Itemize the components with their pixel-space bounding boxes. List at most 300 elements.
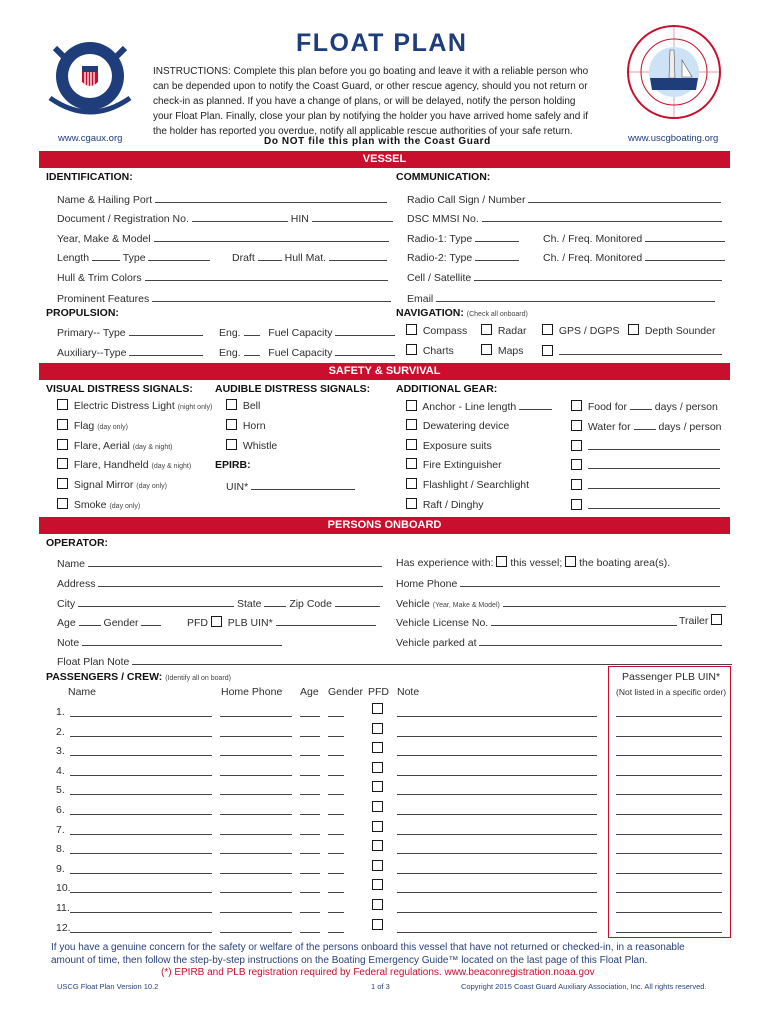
- crew-name-input[interactable]: [70, 745, 212, 756]
- crew-name-input[interactable]: [70, 765, 212, 776]
- parked-label: Vehicle parked at: [396, 637, 477, 649]
- crew-row-number: 6.: [56, 804, 65, 816]
- crew-name-input[interactable]: [70, 922, 212, 933]
- crew-gender-input[interactable]: [328, 882, 344, 893]
- crew-note-input[interactable]: [397, 843, 597, 854]
- ch-freq-label: Ch. / Freq. Monitored: [543, 252, 643, 264]
- crew-pfd-checkbox[interactable]: [372, 781, 383, 792]
- gender-label: Gender: [103, 617, 139, 629]
- crew-note-input[interactable]: [397, 765, 597, 776]
- crew-name-input[interactable]: [70, 726, 212, 737]
- email-field[interactable]: [407, 291, 715, 305]
- col-age-header: Age: [300, 686, 319, 698]
- checkbox[interactable]: [406, 344, 417, 355]
- crew-age-input[interactable]: [300, 765, 320, 776]
- epirb-uin-field[interactable]: [226, 479, 355, 493]
- food-checkbox[interactable]: [571, 399, 718, 413]
- crew-row[interactable]: [0, 726, 770, 742]
- auxiliary-type-field[interactable]: [57, 345, 203, 359]
- crew-gender-input[interactable]: [328, 804, 344, 815]
- audible-item-label: Whistle: [242, 440, 278, 452]
- compass-label: Compass: [422, 325, 468, 337]
- dsc-mmsi-field[interactable]: [407, 211, 722, 225]
- crew-pfd-checkbox[interactable]: [372, 840, 383, 851]
- days-person-label: days / person: [654, 401, 718, 413]
- name-hailing-label: Name & Hailing Port: [57, 194, 153, 206]
- vehicle-license-field[interactable]: [396, 615, 677, 629]
- checkbox[interactable]: [571, 400, 582, 411]
- crew-row[interactable]: [0, 882, 770, 898]
- crew-pfd-checkbox[interactable]: [372, 899, 383, 910]
- crew-phone-input[interactable]: [220, 902, 292, 913]
- crew-note-input[interactable]: [397, 902, 597, 913]
- plb-uin-label: PLB UIN*: [227, 617, 273, 629]
- flag-checkbox[interactable]: [57, 419, 128, 432]
- visual-item-note: (day only): [97, 424, 128, 431]
- crew-name-input[interactable]: [70, 902, 212, 913]
- vessel-section-bar: VESSEL: [39, 151, 730, 168]
- instructions-line: your Float Plan. Finally, close your plan by notifying the holder you have arrived home safely and if: [153, 111, 589, 122]
- crew-note-input[interactable]: [397, 863, 597, 874]
- checkbox[interactable]: [406, 400, 417, 411]
- other-nav-checkbox[interactable]: [542, 344, 722, 358]
- radio2-label: Radio-2: Type: [407, 252, 473, 264]
- water-checkbox[interactable]: [571, 419, 722, 433]
- audible-item-label: Horn: [242, 420, 266, 432]
- eng-label: Eng.: [219, 327, 241, 339]
- checkbox[interactable]: [406, 498, 417, 509]
- this-vessel-label: this vessel;: [510, 557, 563, 569]
- crew-age-input[interactable]: [300, 824, 320, 835]
- col-gender-header: Gender: [328, 686, 364, 698]
- boating-area-label: the boating area(s).: [579, 557, 671, 569]
- radio1-freq-field[interactable]: [543, 231, 725, 245]
- visual-item-note: (day only): [136, 483, 168, 490]
- checkbox[interactable]: [226, 439, 237, 450]
- crew-age-input[interactable]: [300, 882, 320, 893]
- checkbox[interactable]: [211, 616, 222, 627]
- checkbox[interactable]: [711, 614, 722, 625]
- crew-pfd-checkbox[interactable]: [372, 860, 383, 871]
- crew-gender-input[interactable]: [328, 902, 344, 913]
- age-label: Age: [57, 617, 76, 629]
- crew-row-number: 9.: [56, 863, 65, 875]
- hin-label: HIN: [290, 213, 309, 225]
- checkbox[interactable]: [406, 324, 417, 335]
- checkbox[interactable]: [571, 499, 582, 510]
- page-number: 1 of 3: [371, 982, 390, 991]
- maps-label: Maps: [497, 345, 524, 357]
- checkbox[interactable]: [565, 556, 576, 567]
- propulsion-heading: PROPULSION:: [46, 307, 119, 319]
- note-label: Note: [57, 637, 80, 649]
- crew-phone-input[interactable]: [220, 706, 292, 717]
- crew-age-input[interactable]: [300, 706, 320, 717]
- crew-plb-input[interactable]: [616, 902, 722, 913]
- crew-row[interactable]: [0, 843, 770, 859]
- operator-address-field[interactable]: [57, 576, 383, 590]
- city-label: City: [57, 598, 76, 610]
- year-make-model-label: Year, Make & Model: [57, 233, 151, 245]
- crew-gender-input[interactable]: [328, 824, 344, 835]
- flare-aerial-checkbox[interactable]: [57, 439, 172, 452]
- radio1-type-field[interactable]: [407, 231, 519, 245]
- electric-light-checkbox[interactable]: [57, 399, 212, 412]
- crew-row[interactable]: [0, 765, 770, 781]
- vehicle-label: Vehicle: [396, 598, 430, 610]
- checkbox[interactable]: [57, 458, 68, 469]
- signal-mirror-checkbox[interactable]: [57, 478, 167, 491]
- crew-plb-input[interactable]: [616, 804, 722, 815]
- navigation-label: NAVIGATION:: [396, 307, 464, 319]
- days-person-label: days / person: [658, 421, 722, 433]
- depth-sounder-checkbox[interactable]: [628, 324, 715, 337]
- depth-sounder-label: Depth Sounder: [644, 325, 716, 337]
- gps-label: GPS / DGPS: [558, 325, 620, 337]
- visual-item-label: Electric Distress Light: [73, 400, 175, 412]
- communication-heading: COMMUNICATION:: [396, 171, 491, 183]
- home-phone-label: Home Phone: [396, 578, 458, 590]
- operator-age-field[interactable]: [57, 615, 161, 629]
- auxiliary-eng-field[interactable]: [219, 345, 395, 359]
- ch-freq-label: Ch. / Freq. Monitored: [543, 233, 643, 245]
- primary-eng-field[interactable]: [219, 325, 395, 339]
- checkbox[interactable]: [406, 439, 417, 450]
- crew-age-input[interactable]: [300, 804, 320, 815]
- crew-note-input[interactable]: [397, 784, 597, 795]
- doc-registration-label: Document / Registration No.: [57, 213, 189, 225]
- crew-plb-input[interactable]: [616, 726, 722, 737]
- crew-note: (Identify all on board): [165, 675, 231, 682]
- operator-heading: OPERATOR:: [46, 537, 109, 549]
- doc-registration-field[interactable]: [57, 211, 393, 225]
- flare-handheld-checkbox[interactable]: [57, 458, 191, 471]
- crew-age-input[interactable]: [300, 863, 320, 874]
- crew-pfd-checkbox[interactable]: [372, 879, 383, 890]
- navigation-heading: [396, 307, 528, 319]
- hull-mat-label: Hull Mat.: [284, 252, 327, 264]
- compass-checkbox[interactable]: [406, 324, 467, 337]
- col-pfd-header: PFD: [368, 686, 389, 698]
- visual-item-label: Smoke: [73, 499, 107, 511]
- crew-pfd-checkbox[interactable]: [372, 801, 383, 812]
- hull-trim-field[interactable]: [57, 270, 388, 284]
- checkbox[interactable]: [57, 478, 68, 489]
- identification-heading: IDENTIFICATION:: [46, 171, 133, 183]
- eng-label: Eng.: [219, 347, 241, 359]
- crew-gender-input[interactable]: [328, 922, 344, 933]
- pfd-label: PFD: [187, 617, 208, 629]
- crew-name-input[interactable]: [70, 863, 212, 874]
- crew-plb-input[interactable]: [616, 784, 722, 795]
- checkbox[interactable]: [57, 439, 68, 450]
- crew-gender-input[interactable]: [328, 784, 344, 795]
- cell-label: Cell / Satellite: [407, 272, 472, 284]
- smoke-checkbox[interactable]: [57, 498, 140, 511]
- persons-section-bar: PERSONS ONBOARD: [39, 517, 730, 534]
- draft-label: Draft: [232, 252, 255, 264]
- email-label: Email: [407, 293, 434, 305]
- operator-name-field[interactable]: [57, 556, 382, 570]
- checkbox[interactable]: [628, 324, 639, 335]
- visual-signals-heading: VISUAL DISTRESS SIGNALS:: [46, 383, 193, 395]
- checkbox[interactable]: [481, 344, 492, 355]
- crew-plb-input[interactable]: [616, 922, 722, 933]
- draft-hull-field[interactable]: [232, 250, 387, 264]
- trailer-label: Trailer: [679, 615, 709, 627]
- food-label: Food for: [587, 401, 627, 413]
- boating-safety-logo: [624, 20, 724, 124]
- crew-gender-input[interactable]: [328, 706, 344, 717]
- checkbox[interactable]: [571, 420, 582, 431]
- crew-name-input[interactable]: [70, 784, 212, 795]
- crew-name-input[interactable]: [70, 804, 212, 815]
- gear-item-label: Exposure suits: [422, 440, 492, 452]
- crew-phone-input[interactable]: [220, 863, 292, 874]
- crew-row-number: 3.: [56, 745, 65, 757]
- crew-pfd-checkbox[interactable]: [372, 703, 383, 714]
- checkbox[interactable]: [571, 440, 582, 451]
- left-url[interactable]: www.cgaux.org: [58, 133, 123, 144]
- other-gear-checkbox[interactable]: [571, 458, 720, 472]
- visual-item-note: (night only): [177, 404, 213, 411]
- zip-label: Zip Code: [289, 598, 332, 610]
- concern-text: [51, 942, 685, 967]
- checkbox[interactable]: [57, 419, 68, 430]
- crew-phone-input[interactable]: [220, 843, 292, 854]
- crew-plb-input[interactable]: [616, 745, 722, 756]
- crew-phone-input[interactable]: [220, 922, 292, 933]
- crew-plb-input[interactable]: [616, 843, 722, 854]
- checkbox[interactable]: [481, 324, 492, 335]
- right-url[interactable]: www.uscgboating.org: [628, 133, 719, 144]
- crew-name-input[interactable]: [70, 882, 212, 893]
- crew-row[interactable]: [0, 922, 770, 938]
- crew-age-input[interactable]: [300, 726, 320, 737]
- crew-note-input[interactable]: [397, 804, 597, 815]
- crew-phone-input[interactable]: [220, 765, 292, 776]
- horn-checkbox[interactable]: [226, 419, 266, 432]
- crew-phone-input[interactable]: [220, 804, 292, 815]
- crew-plb-input[interactable]: [616, 706, 722, 717]
- crew-row-number: 7.: [56, 824, 65, 836]
- checkbox[interactable]: [57, 498, 68, 509]
- crew-pfd-checkbox[interactable]: [372, 762, 383, 773]
- crew-row[interactable]: [0, 745, 770, 761]
- crew-note-input[interactable]: [397, 706, 597, 717]
- visual-item-label: Flag: [73, 420, 95, 432]
- raft-checkbox[interactable]: [406, 498, 484, 511]
- col-note-header: Note: [397, 686, 420, 698]
- crew-plb-input[interactable]: [616, 824, 722, 835]
- dewatering-checkbox[interactable]: [406, 419, 509, 432]
- bell-checkbox[interactable]: [226, 399, 260, 412]
- checkbox[interactable]: [226, 399, 237, 410]
- charts-label: Charts: [422, 345, 454, 357]
- concern-line: If you have a genuine concern for the safety or welfare of the persons onboard this vessel that have not returned or checked-in, in a reasonable: [51, 942, 685, 953]
- crew-row-number: 11.: [56, 902, 70, 914]
- crew-note-input[interactable]: [397, 882, 597, 893]
- experience-field[interactable]: [396, 556, 670, 569]
- flashlight-checkbox[interactable]: [406, 478, 529, 491]
- exposure-suits-checkbox[interactable]: [406, 439, 492, 452]
- checkbox[interactable]: [542, 324, 553, 335]
- checkbox[interactable]: [406, 478, 417, 489]
- crew-row[interactable]: [0, 824, 770, 840]
- operator-note-field[interactable]: [57, 635, 282, 649]
- do-not-file-notice: Do NOT file this plan with the Coast Guard: [264, 136, 491, 147]
- maps-checkbox[interactable]: [481, 344, 524, 357]
- crew-note-input[interactable]: [397, 824, 597, 835]
- other-gear-checkbox[interactable]: [571, 498, 720, 512]
- checkbox[interactable]: [57, 399, 68, 410]
- name-hailing-field[interactable]: [57, 192, 387, 206]
- crew-name-input[interactable]: [70, 824, 212, 835]
- checkbox[interactable]: [226, 419, 237, 430]
- charts-checkbox[interactable]: [406, 344, 454, 357]
- water-label: Water for: [587, 421, 631, 433]
- crew-row-number: 4.: [56, 765, 65, 777]
- gps-checkbox[interactable]: [542, 324, 620, 337]
- checkbox[interactable]: [571, 479, 582, 490]
- checkbox[interactable]: [406, 419, 417, 430]
- radio2-type-field[interactable]: [407, 250, 519, 264]
- crew-gender-input[interactable]: [328, 843, 344, 854]
- version-text: USCG Float Plan Version 10.2: [57, 982, 159, 991]
- radar-label: Radar: [497, 325, 527, 337]
- crew-age-input[interactable]: [300, 922, 320, 933]
- crew-pfd-checkbox[interactable]: [372, 919, 383, 930]
- crew-note-input[interactable]: [397, 745, 597, 756]
- crew-phone-input[interactable]: [220, 784, 292, 795]
- crew-note-input[interactable]: [397, 726, 597, 737]
- vehicle-note: (Year, Make & Model): [432, 602, 500, 609]
- other-gear-checkbox[interactable]: [571, 439, 720, 453]
- checkbox[interactable]: [571, 459, 582, 470]
- crew-pfd-checkbox[interactable]: [372, 742, 383, 753]
- epirb-registration-note[interactable]: (*) EPIRB and PLB registration required by Federal regulations. www.beaconregistration.noaa.gov: [161, 967, 595, 978]
- length-type-field[interactable]: [57, 250, 210, 264]
- primary-label: Primary-- Type: [57, 327, 126, 339]
- crew-age-input[interactable]: [300, 745, 320, 756]
- crew-age-input[interactable]: [300, 843, 320, 854]
- radio-call-field[interactable]: [407, 192, 721, 206]
- primary-type-field[interactable]: [57, 325, 203, 339]
- crew-name-input[interactable]: [70, 843, 212, 854]
- vehicle-field[interactable]: [396, 596, 726, 610]
- crew-gender-input[interactable]: [328, 765, 344, 776]
- crew-row[interactable]: [0, 863, 770, 879]
- crew-gender-input[interactable]: [328, 726, 344, 737]
- operator-city-field[interactable]: [57, 596, 380, 610]
- crew-note-input[interactable]: [397, 922, 597, 933]
- state-label: State: [236, 598, 262, 610]
- radio2-freq-field[interactable]: [543, 250, 725, 264]
- prominent-features-field[interactable]: [57, 291, 391, 305]
- anchor-checkbox[interactable]: [406, 399, 552, 413]
- gear-item-label: Flashlight / Searchlight: [422, 479, 530, 491]
- visual-item-label: Flare, Handheld: [73, 459, 149, 471]
- crew-row-number: 8.: [56, 843, 65, 855]
- crew-gender-input[interactable]: [328, 745, 344, 756]
- crew-plb-input[interactable]: [616, 765, 722, 776]
- col-phone-header: Home Phone: [221, 686, 283, 698]
- crew-phone-input[interactable]: [220, 745, 292, 756]
- visual-item-note: (day & night): [132, 444, 173, 451]
- visual-item-note: (day & night): [151, 463, 192, 470]
- trailer-checkbox[interactable]: [679, 614, 722, 627]
- audible-item-label: Bell: [242, 400, 261, 412]
- crew-pfd-checkbox[interactable]: [372, 723, 383, 734]
- hull-trim-label: Hull & Trim Colors: [57, 272, 142, 284]
- instructions: [153, 64, 588, 139]
- page-title: FLOAT PLAN: [296, 29, 468, 57]
- navigation-note: (Check all onboard): [466, 311, 528, 318]
- crew-row-number: 5.: [56, 784, 65, 796]
- crew-row[interactable]: [0, 902, 770, 918]
- crew-plb-input[interactable]: [616, 882, 722, 893]
- year-make-model-field[interactable]: [57, 231, 389, 245]
- visual-item-note: (day only): [109, 503, 141, 510]
- license-label: Vehicle License No.: [396, 617, 489, 629]
- checkbox[interactable]: [496, 556, 507, 567]
- crew-phone-input[interactable]: [220, 824, 292, 835]
- crew-row-number: 10.: [56, 882, 71, 894]
- auxiliary-label: Auxiliary--Type: [57, 347, 127, 359]
- checkbox[interactable]: [406, 458, 417, 469]
- gear-item-label: Raft / Dinghy: [422, 499, 484, 511]
- radio1-label: Radio-1: Type: [407, 233, 473, 245]
- crew-row[interactable]: [0, 784, 770, 800]
- epirb-heading: EPIRB:: [215, 459, 251, 471]
- crew-age-input[interactable]: [300, 784, 320, 795]
- uin-label: UIN*: [226, 481, 249, 493]
- other-gear-checkbox[interactable]: [571, 478, 720, 492]
- dsc-mmsi-label: DSC MMSI No.: [407, 213, 479, 225]
- vehicle-parked-field[interactable]: [396, 635, 722, 649]
- home-phone-field[interactable]: [396, 576, 720, 590]
- crew-name-input[interactable]: [70, 706, 212, 717]
- concern-line: amount of time, then follow the step-by-step instructions on the Boating Emergency Guide™ located on the last page of this Float Plan.: [51, 954, 648, 966]
- crew-heading: [46, 671, 231, 683]
- crew-plb-input[interactable]: [616, 863, 722, 874]
- cell-satellite-field[interactable]: [407, 270, 722, 284]
- name-label: Name: [57, 558, 86, 570]
- prominent-features-label: Prominent Features: [57, 293, 150, 305]
- checkbox[interactable]: [542, 345, 553, 356]
- crew-row[interactable]: [0, 804, 770, 820]
- fuel-label: Fuel Capacity: [268, 347, 333, 359]
- crew-row-number: 12.: [56, 922, 71, 934]
- crew-gender-input[interactable]: [328, 863, 344, 874]
- operator-pfd-field[interactable]: [187, 615, 376, 629]
- type-label: Type: [122, 252, 146, 264]
- fire-extinguisher-checkbox[interactable]: [406, 458, 502, 471]
- whistle-checkbox[interactable]: [226, 439, 277, 452]
- instructions-line: can be depended upon to notify the Coast Guard, or other rescue agency, should you not return or: [153, 81, 588, 92]
- instructions-line: the holder has reported you overdue, notify all applicable rescue authorities of your safe return.: [153, 126, 573, 137]
- crew-phone-input[interactable]: [220, 726, 292, 737]
- crew-row-number: 1.: [56, 706, 65, 718]
- crew-pfd-checkbox[interactable]: [372, 821, 383, 832]
- gear-item-label: Dewatering device: [422, 420, 510, 432]
- crew-row[interactable]: [0, 706, 770, 722]
- radar-checkbox[interactable]: [481, 324, 526, 337]
- radio-call-label: Radio Call Sign / Number: [407, 194, 526, 206]
- float-plan-note-label: Float Plan Note: [57, 656, 130, 668]
- crew-age-input[interactable]: [300, 902, 320, 913]
- crew-phone-input[interactable]: [220, 882, 292, 893]
